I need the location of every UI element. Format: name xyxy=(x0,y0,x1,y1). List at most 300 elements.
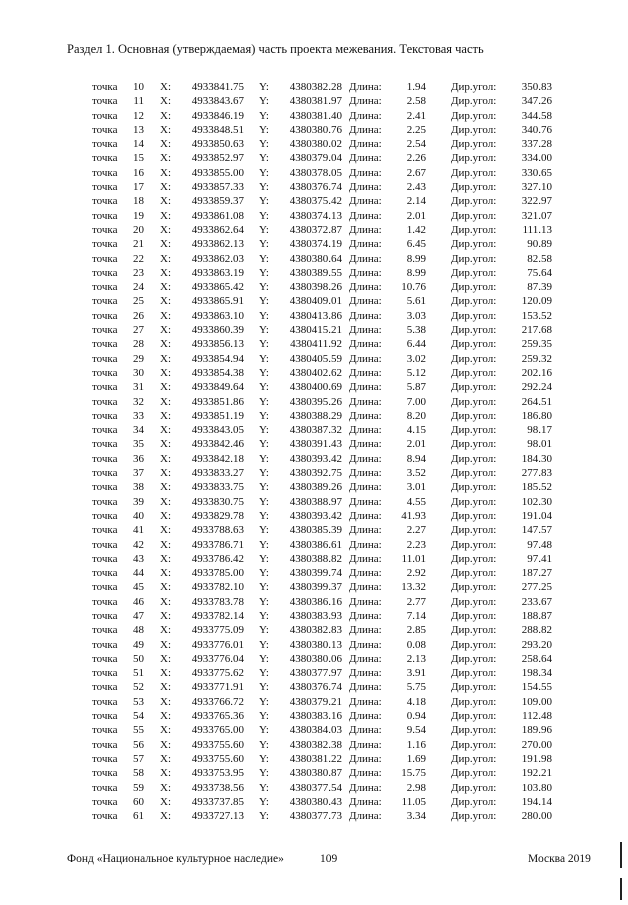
angle-label: Дир.угол: xyxy=(451,509,497,522)
x-label: X: xyxy=(160,452,171,465)
point-number: 46 xyxy=(133,595,144,608)
point-number: 33 xyxy=(133,409,144,422)
x-label: X: xyxy=(160,738,171,751)
y-label: Y: xyxy=(259,338,269,351)
y-value: 4380379.21 xyxy=(289,695,342,708)
length-value: 2.67 xyxy=(406,166,426,179)
angle-label: Дир.угол: xyxy=(451,567,497,580)
x-label: X: xyxy=(160,710,171,723)
edge-mark xyxy=(620,842,622,868)
y-label: Y: xyxy=(259,724,269,737)
point-word: точка xyxy=(92,738,118,751)
point-word: точка xyxy=(92,152,118,165)
angle-label: Дир.угол: xyxy=(451,152,497,165)
angle-label: Дир.угол: xyxy=(451,495,497,508)
x-value: 4933786.42 xyxy=(191,552,244,565)
y-value: 4380405.59 xyxy=(289,352,342,365)
angle-value: 340.76 xyxy=(521,123,552,136)
length-label: Длина: xyxy=(349,181,382,194)
x-label: X: xyxy=(160,152,171,165)
point-word: точка xyxy=(92,752,118,765)
point-word: точка xyxy=(92,810,118,823)
point-number: 53 xyxy=(133,695,144,708)
y-value: 4380377.73 xyxy=(289,810,342,823)
length-label: Длина: xyxy=(349,795,382,808)
angle-value: 187.27 xyxy=(521,567,552,580)
angle-label: Дир.угол: xyxy=(451,795,497,808)
x-label: X: xyxy=(160,424,171,437)
x-value: 4933727.13 xyxy=(191,810,244,823)
length-value: 7.14 xyxy=(406,609,426,622)
y-label: Y: xyxy=(259,781,269,794)
point-word: точка xyxy=(92,424,118,437)
point-number: 49 xyxy=(133,638,144,651)
angle-label: Дир.угол: xyxy=(451,767,497,780)
point-number: 22 xyxy=(133,252,144,265)
point-word: точка xyxy=(92,609,118,622)
length-value: 2.41 xyxy=(406,109,426,122)
footer-organization: Фонд «Национальное культурное наследие» xyxy=(67,853,284,865)
point-word: точка xyxy=(92,409,118,422)
table-row xyxy=(0,552,628,566)
point-number: 59 xyxy=(133,781,144,794)
angle-label: Дир.угол: xyxy=(451,738,497,751)
point-word: точка xyxy=(92,309,118,322)
angle-label: Дир.угол: xyxy=(451,181,497,194)
x-value: 4933755.60 xyxy=(191,752,244,765)
angle-label: Дир.угол: xyxy=(451,424,497,437)
angle-label: Дир.угол: xyxy=(451,695,497,708)
angle-value: 147.57 xyxy=(521,524,552,537)
angle-value: 322.97 xyxy=(521,195,552,208)
y-label: Y: xyxy=(259,223,269,236)
angle-value: 75.64 xyxy=(527,266,552,279)
table-row xyxy=(0,237,628,251)
angle-value: 277.25 xyxy=(521,581,552,594)
length-value: 6.45 xyxy=(406,238,426,251)
x-label: X: xyxy=(160,509,171,522)
x-value: 4933863.10 xyxy=(191,309,244,322)
point-number: 12 xyxy=(133,109,144,122)
angle-value: 202.16 xyxy=(521,366,552,379)
y-label: Y: xyxy=(259,552,269,565)
angle-label: Дир.угол: xyxy=(451,467,497,480)
point-number: 60 xyxy=(133,795,144,808)
point-word: точка xyxy=(92,652,118,665)
y-label: Y: xyxy=(259,481,269,494)
y-label: Y: xyxy=(259,424,269,437)
x-value: 4933771.91 xyxy=(191,681,244,694)
y-label: Y: xyxy=(259,738,269,751)
x-value: 4933862.03 xyxy=(191,252,244,265)
point-number: 13 xyxy=(133,123,144,136)
point-word: точка xyxy=(92,324,118,337)
y-label: Y: xyxy=(259,123,269,136)
x-value: 4933850.63 xyxy=(191,138,244,151)
y-value: 4380384.03 xyxy=(289,724,342,737)
length-label: Длина: xyxy=(349,695,382,708)
y-label: Y: xyxy=(259,467,269,480)
point-word: точка xyxy=(92,338,118,351)
x-value: 4933765.00 xyxy=(191,724,244,737)
x-label: X: xyxy=(160,281,171,294)
angle-label: Дир.угол: xyxy=(451,409,497,422)
y-value: 4380387.32 xyxy=(289,424,342,437)
length-value: 10.76 xyxy=(401,281,426,294)
point-number: 39 xyxy=(133,495,144,508)
angle-label: Дир.угол: xyxy=(451,324,497,337)
point-word: точка xyxy=(92,481,118,494)
angle-label: Дир.угол: xyxy=(451,481,497,494)
length-label: Длина: xyxy=(349,395,382,408)
point-number: 37 xyxy=(133,467,144,480)
point-word: точка xyxy=(92,438,118,451)
point-word: точка xyxy=(92,509,118,522)
length-label: Длина: xyxy=(349,95,382,108)
length-value: 6.44 xyxy=(406,338,426,351)
y-label: Y: xyxy=(259,324,269,337)
y-label: Y: xyxy=(259,710,269,723)
x-value: 4933755.60 xyxy=(191,738,244,751)
y-label: Y: xyxy=(259,538,269,551)
angle-value: 292.24 xyxy=(521,381,552,394)
table-row xyxy=(0,166,628,180)
x-value: 4933862.13 xyxy=(191,238,244,251)
y-value: 4380374.19 xyxy=(289,238,342,251)
length-label: Длина: xyxy=(349,481,382,494)
angle-value: 98.17 xyxy=(527,424,552,437)
length-value: 2.77 xyxy=(406,595,426,608)
angle-label: Дир.угол: xyxy=(451,438,497,451)
point-number: 35 xyxy=(133,438,144,451)
y-value: 4380377.97 xyxy=(289,667,342,680)
x-label: X: xyxy=(160,567,171,580)
angle-value: 185.52 xyxy=(521,481,552,494)
coordinates-table xyxy=(0,80,628,823)
point-number: 24 xyxy=(133,281,144,294)
table-row xyxy=(0,695,628,709)
y-value: 4380381.40 xyxy=(289,109,342,122)
table-row xyxy=(0,395,628,409)
y-value: 4380389.55 xyxy=(289,266,342,279)
angle-value: 259.35 xyxy=(521,338,552,351)
point-number: 51 xyxy=(133,667,144,680)
x-value: 4933841.75 xyxy=(191,81,244,93)
length-value: 7.00 xyxy=(406,395,426,408)
table-row xyxy=(0,380,628,394)
x-label: X: xyxy=(160,395,171,408)
length-label: Длина: xyxy=(349,638,382,651)
length-label: Длина: xyxy=(349,810,382,823)
angle-label: Дир.угол: xyxy=(451,223,497,236)
table-row xyxy=(0,781,628,795)
point-number: 11 xyxy=(133,95,144,108)
x-value: 4933785.00 xyxy=(191,567,244,580)
table-row xyxy=(0,738,628,752)
y-value: 4380380.13 xyxy=(289,638,342,651)
length-value: 3.91 xyxy=(406,667,426,680)
point-word: точка xyxy=(92,295,118,308)
length-value: 2.58 xyxy=(406,95,426,108)
x-label: X: xyxy=(160,295,171,308)
y-label: Y: xyxy=(259,295,269,308)
angle-label: Дир.угол: xyxy=(451,138,497,151)
y-value: 4380402.62 xyxy=(289,366,342,379)
angle-label: Дир.угол: xyxy=(451,395,497,408)
x-value: 4933857.33 xyxy=(191,181,244,194)
length-value: 8.94 xyxy=(406,452,426,465)
angle-value: 293.20 xyxy=(521,638,552,651)
x-label: X: xyxy=(160,467,171,480)
length-label: Длина: xyxy=(349,781,382,794)
table-row xyxy=(0,109,628,123)
angle-value: 109.00 xyxy=(521,695,552,708)
length-value: 8.99 xyxy=(406,252,426,265)
angle-label: Дир.угол: xyxy=(451,752,497,765)
x-label: X: xyxy=(160,609,171,622)
y-label: Y: xyxy=(259,652,269,665)
y-label: Y: xyxy=(259,810,269,823)
angle-value: 264.51 xyxy=(521,395,552,408)
angle-value: 102.30 xyxy=(521,495,552,508)
x-label: X: xyxy=(160,495,171,508)
x-label: X: xyxy=(160,810,171,823)
angle-value: 87.39 xyxy=(527,281,552,294)
x-label: X: xyxy=(160,624,171,637)
point-word: точка xyxy=(92,81,118,93)
angle-value: 111.13 xyxy=(522,223,552,236)
y-value: 4380395.26 xyxy=(289,395,342,408)
table-row xyxy=(0,366,628,380)
point-number: 23 xyxy=(133,266,144,279)
y-value: 4380388.82 xyxy=(289,552,342,565)
angle-label: Дир.угол: xyxy=(451,381,497,394)
length-value: 9.54 xyxy=(406,724,426,737)
length-value: 2.14 xyxy=(406,195,426,208)
x-label: X: xyxy=(160,366,171,379)
table-row xyxy=(0,352,628,366)
y-label: Y: xyxy=(259,138,269,151)
point-number: 20 xyxy=(133,223,144,236)
length-label: Длина: xyxy=(349,552,382,565)
y-label: Y: xyxy=(259,195,269,208)
edge-mark xyxy=(620,878,622,900)
length-label: Длина: xyxy=(349,595,382,608)
length-label: Длина: xyxy=(349,495,382,508)
angle-value: 259.32 xyxy=(521,352,552,365)
point-word: точка xyxy=(92,195,118,208)
length-value: 3.03 xyxy=(406,309,426,322)
angle-label: Дир.угол: xyxy=(451,552,497,565)
point-word: точка xyxy=(92,381,118,394)
angle-label: Дир.угол: xyxy=(451,281,497,294)
x-value: 4933860.39 xyxy=(191,324,244,337)
y-value: 4380380.43 xyxy=(289,795,342,808)
x-value: 4933854.94 xyxy=(191,352,244,365)
table-row xyxy=(0,466,628,480)
point-number: 10 xyxy=(133,81,144,93)
point-word: точка xyxy=(92,181,118,194)
x-value: 4933852.97 xyxy=(191,152,244,165)
angle-label: Дир.угол: xyxy=(451,109,497,122)
angle-label: Дир.угол: xyxy=(451,195,497,208)
angle-value: 120.09 xyxy=(521,295,552,308)
y-label: Y: xyxy=(259,581,269,594)
length-value: 8.20 xyxy=(406,409,426,422)
angle-value: 334.00 xyxy=(521,152,552,165)
angle-value: 97.41 xyxy=(527,552,552,565)
y-label: Y: xyxy=(259,252,269,265)
y-value: 4380391.43 xyxy=(289,438,342,451)
length-value: 1.69 xyxy=(406,752,426,765)
table-row xyxy=(0,566,628,580)
point-word: точка xyxy=(92,138,118,151)
angle-value: 103.80 xyxy=(521,781,552,794)
angle-value: 277.83 xyxy=(521,467,552,480)
length-label: Длина: xyxy=(349,152,382,165)
table-row xyxy=(0,623,628,637)
angle-value: 350.83 xyxy=(521,81,552,93)
length-label: Длина: xyxy=(349,452,382,465)
x-value: 4933862.64 xyxy=(191,223,244,236)
angle-value: 90.89 xyxy=(527,238,552,251)
y-value: 4380382.83 xyxy=(289,624,342,637)
point-number: 14 xyxy=(133,138,144,151)
angle-label: Дир.угол: xyxy=(451,652,497,665)
point-number: 47 xyxy=(133,609,144,622)
point-number: 45 xyxy=(133,581,144,594)
x-label: X: xyxy=(160,324,171,337)
x-value: 4933843.67 xyxy=(191,95,244,108)
point-word: точка xyxy=(92,395,118,408)
length-label: Длина: xyxy=(349,524,382,537)
length-value: 1.94 xyxy=(406,81,426,93)
length-value: 2.13 xyxy=(406,652,426,665)
point-number: 40 xyxy=(133,509,144,522)
y-label: Y: xyxy=(259,495,269,508)
x-label: X: xyxy=(160,223,171,236)
angle-value: 154.55 xyxy=(521,681,552,694)
x-label: X: xyxy=(160,595,171,608)
length-label: Длина: xyxy=(349,409,382,422)
x-label: X: xyxy=(160,781,171,794)
point-number: 26 xyxy=(133,309,144,322)
table-row xyxy=(0,809,628,823)
x-value: 4933848.51 xyxy=(191,123,244,136)
angle-value: 288.82 xyxy=(521,624,552,637)
point-word: точка xyxy=(92,209,118,222)
x-label: X: xyxy=(160,581,171,594)
point-number: 27 xyxy=(133,324,144,337)
table-row xyxy=(0,123,628,137)
length-label: Длина: xyxy=(349,609,382,622)
x-value: 4933782.14 xyxy=(191,609,244,622)
table-row xyxy=(0,795,628,809)
table-row xyxy=(0,666,628,680)
y-value: 4380386.61 xyxy=(289,538,342,551)
x-label: X: xyxy=(160,752,171,765)
x-value: 4933856.13 xyxy=(191,338,244,351)
y-value: 4380376.74 xyxy=(289,681,342,694)
y-label: Y: xyxy=(259,95,269,108)
angle-value: 186.80 xyxy=(521,409,552,422)
table-row xyxy=(0,452,628,466)
length-label: Длина: xyxy=(349,138,382,151)
angle-value: 194.14 xyxy=(521,795,552,808)
x-value: 4933851.86 xyxy=(191,395,244,408)
point-word: точка xyxy=(92,795,118,808)
table-row xyxy=(0,337,628,351)
angle-value: 270.00 xyxy=(521,738,552,751)
x-value: 4933775.62 xyxy=(191,667,244,680)
x-value: 4933849.64 xyxy=(191,381,244,394)
angle-label: Дир.угол: xyxy=(451,338,497,351)
x-value: 4933788.63 xyxy=(191,524,244,537)
angle-value: 280.00 xyxy=(521,810,552,823)
angle-value: 330.65 xyxy=(521,166,552,179)
y-value: 4380380.06 xyxy=(289,652,342,665)
y-label: Y: xyxy=(259,667,269,680)
point-number: 50 xyxy=(133,652,144,665)
length-label: Длина: xyxy=(349,352,382,365)
y-value: 4380380.02 xyxy=(289,138,342,151)
length-label: Длина: xyxy=(349,266,382,279)
table-row xyxy=(0,609,628,623)
x-value: 4933859.37 xyxy=(191,195,244,208)
angle-label: Дир.угол: xyxy=(451,581,497,594)
y-value: 4380377.54 xyxy=(289,781,342,794)
x-value: 4933854.38 xyxy=(191,366,244,379)
x-label: X: xyxy=(160,652,171,665)
point-word: точка xyxy=(92,695,118,708)
angle-label: Дир.угол: xyxy=(451,724,497,737)
x-label: X: xyxy=(160,109,171,122)
y-label: Y: xyxy=(259,181,269,194)
point-word: точка xyxy=(92,366,118,379)
y-value: 4380376.74 xyxy=(289,181,342,194)
angle-value: 258.64 xyxy=(521,652,552,665)
table-row xyxy=(0,495,628,509)
length-label: Длина: xyxy=(349,223,382,236)
y-value: 4380415.21 xyxy=(289,324,342,337)
y-value: 4380380.87 xyxy=(289,767,342,780)
length-value: 0.08 xyxy=(406,638,426,651)
table-row xyxy=(0,194,628,208)
y-value: 4380400.69 xyxy=(289,381,342,394)
angle-label: Дир.угол: xyxy=(451,710,497,723)
y-value: 4380413.86 xyxy=(289,309,342,322)
length-label: Длина: xyxy=(349,381,382,394)
point-number: 44 xyxy=(133,567,144,580)
y-value: 4380383.93 xyxy=(289,609,342,622)
angle-value: 188.87 xyxy=(521,609,552,622)
angle-label: Дир.угол: xyxy=(451,452,497,465)
table-row xyxy=(0,151,628,165)
point-number: 38 xyxy=(133,481,144,494)
point-word: точка xyxy=(92,467,118,480)
point-word: точка xyxy=(92,581,118,594)
point-number: 18 xyxy=(133,195,144,208)
angle-label: Дир.угол: xyxy=(451,681,497,694)
length-label: Длина: xyxy=(349,438,382,451)
x-value: 4933863.19 xyxy=(191,266,244,279)
point-number: 17 xyxy=(133,181,144,194)
angle-value: 98.01 xyxy=(527,438,552,451)
x-value: 4933851.19 xyxy=(191,409,244,422)
length-label: Длина: xyxy=(349,509,382,522)
length-value: 1.16 xyxy=(406,738,426,751)
table-row xyxy=(0,80,628,94)
